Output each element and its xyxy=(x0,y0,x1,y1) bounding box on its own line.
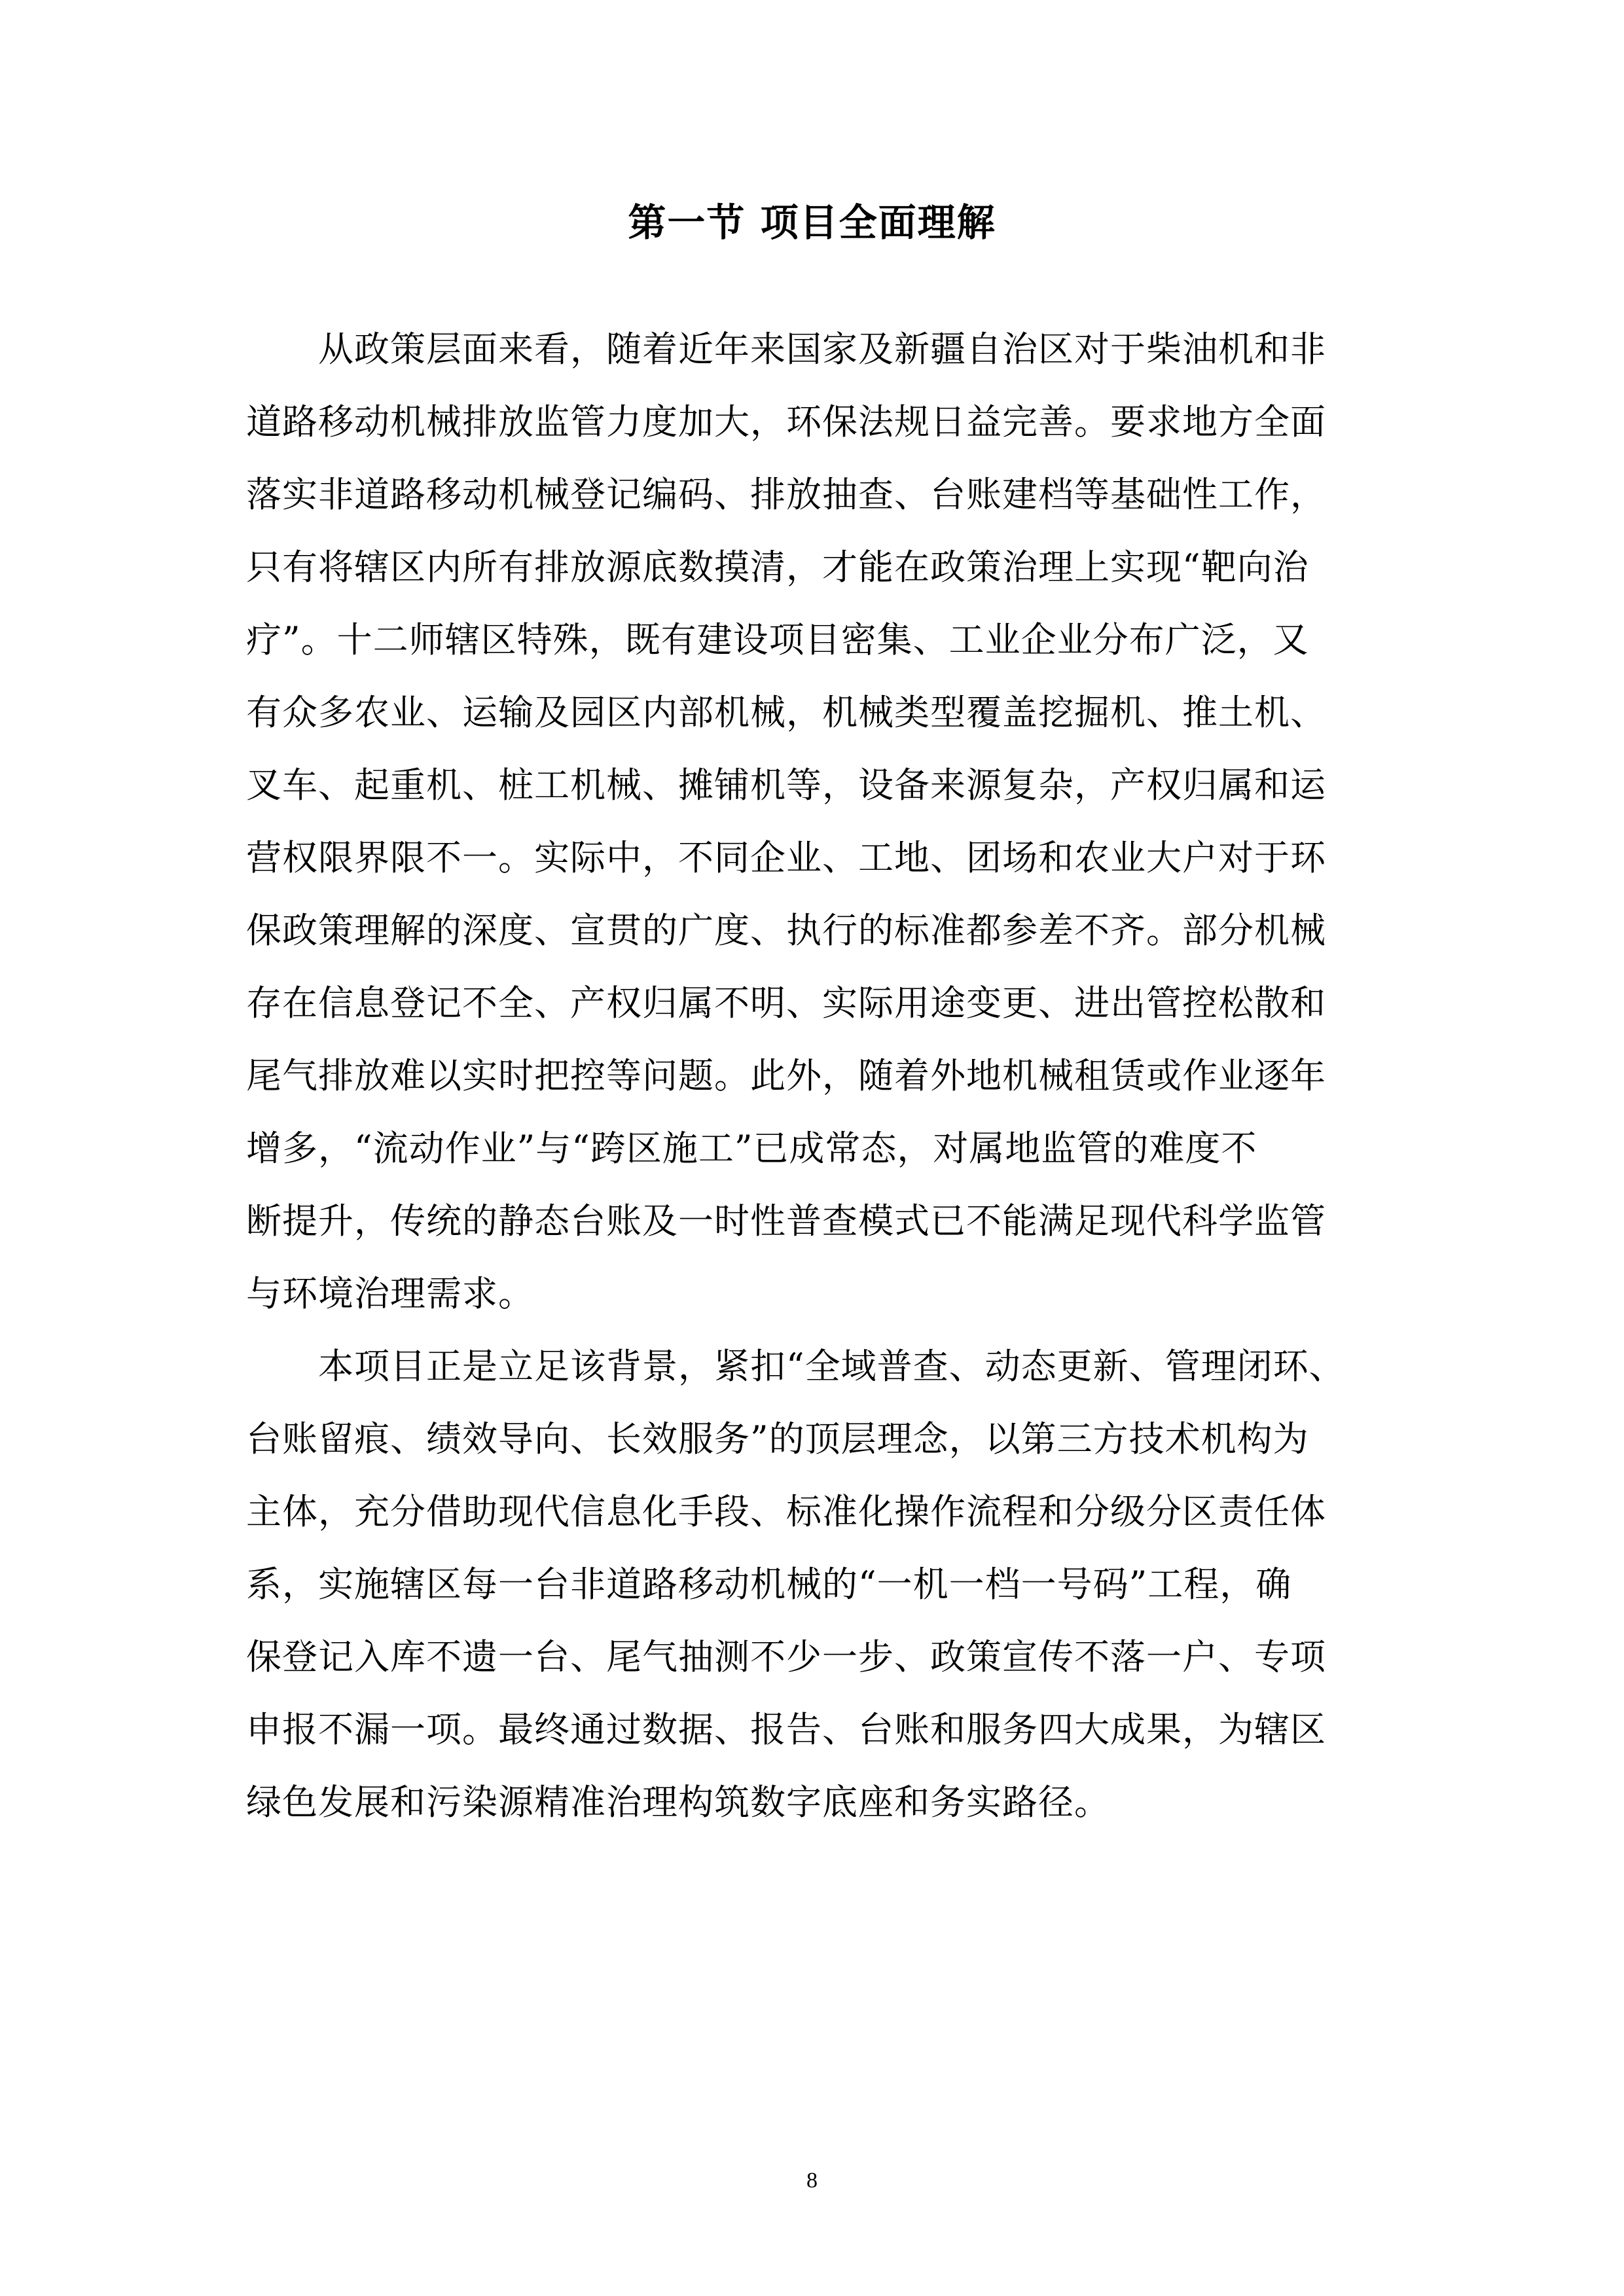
text-line: 系，实施辖区每一台非道路移动机械的“一机一档一号码”工程，确 xyxy=(246,1564,1292,1605)
text-line: 本项目正是立足该背景，紧扣“全域普查、动态更新、管理闭环、 xyxy=(246,1346,1345,1387)
text-line: 申报不漏一项。最终通过数据、报告、台账和服务四大成果，为辖区 xyxy=(246,1709,1326,1750)
section-title: 第一节 项目全面理解 xyxy=(628,200,996,245)
page-number: 8 xyxy=(806,2168,818,2193)
text-line: 保政策理解的深度、宣贯的广度、执行的标准都参差不齐。部分机械 xyxy=(246,910,1326,951)
text-line: 营权限界限不一。实际中，不同企业、工地、团场和农业大户对于环 xyxy=(246,837,1326,878)
paragraph-policy-background xyxy=(246,313,1395,1330)
text-line: 疗”。十二师辖区特殊，既有建设项目密集、工业企业分布广泛，又 xyxy=(246,619,1309,660)
text-line: 叉车、起重机、桩工机械、摊铺机等，设备来源复杂，产权归属和运 xyxy=(246,764,1326,806)
text-line: 保登记入库不遗一台、尾气抽测不少一步、政策宣传不落一户、专项 xyxy=(246,1636,1326,1677)
paragraph-project-approach xyxy=(246,1330,1395,1839)
text-line: 与环境治理需求。 xyxy=(246,1273,534,1314)
text-line: 增多，“流动作业”与“跨区施工”已成常态，对属地监管的难度不 xyxy=(246,1128,1257,1169)
body-text xyxy=(246,313,1395,1839)
text-line: 有众多农业、运输及园区内部机械，机械类型覆盖挖掘机、推土机、 xyxy=(246,692,1326,733)
text-line: 断提升，传统的静态台账及一时性普查模式已不能满足现代科学监管 xyxy=(246,1200,1326,1242)
text-line: 只有将辖区内所有排放源底数摸清，才能在政策治理上实现“靶向治 xyxy=(246,547,1309,588)
text-line: 台账留痕、绩效导向、长效服务”的顶层理念，以第三方技术机构为 xyxy=(246,1418,1309,1460)
text-line: 道路移动机械排放监管力度加大，环保法规日益完善。要求地方全面 xyxy=(246,401,1326,442)
text-line: 绿色发展和污染源精准治理构筑数字底座和务实路径。 xyxy=(246,1782,1110,1823)
text-line: 存在信息登记不全、产权归属不明、实际用途变更、进出管控松散和 xyxy=(246,982,1326,1024)
text-line: 尾气排放难以实时把控等问题。此外，随着外地机械租赁或作业逐年 xyxy=(246,1055,1326,1096)
text-line: 落实非道路移动机械登记编码、排放抽查、台账建档等基础性工作， xyxy=(246,474,1326,515)
text-line: 主体，充分借助现代信息化手段、标准化操作流程和分级分区责任体 xyxy=(246,1491,1326,1532)
text-line: 从政策层面来看，随着近年来国家及新疆自治区对于柴油机和非 xyxy=(246,329,1326,370)
